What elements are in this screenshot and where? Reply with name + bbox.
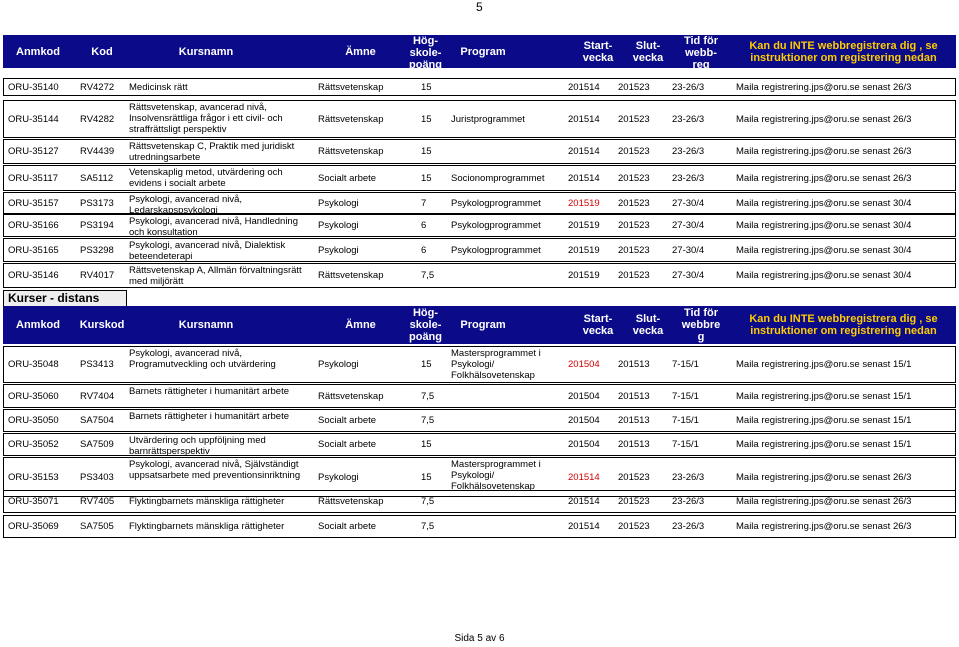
cell-info: Maila registrering.jps@oru.se senast 26/3 [736, 471, 912, 483]
table-row [3, 100, 956, 138]
cell-amne: Rättsvetenskap [318, 390, 384, 402]
cell-anmkod: ORU-35052 [8, 439, 59, 450]
cell-slut: 201513 [618, 439, 650, 450]
table-row [3, 165, 956, 191]
table-row [3, 409, 956, 432]
header-slutvecka: Slut- vecka [632, 313, 664, 337]
cell-hp: 7,5 [421, 415, 435, 426]
header-info: Kan du INTE webbregistrera dig , se instruktioner om registrering nedan [749, 313, 938, 337]
cell-kod: PS3173 [80, 197, 114, 209]
header-info: Kan du INTE webbregistrera dig , se instruktioner om registrering nedan [749, 39, 938, 64]
cell-hp: 15 [421, 81, 432, 93]
cell-program: Psykologprogrammet [451, 244, 541, 256]
cell-slut: 201513 [618, 359, 650, 370]
cell-kod: PS3298 [80, 244, 114, 256]
cell-tid: 7-15/1 [672, 359, 699, 370]
cell-amne: Psykologi [318, 197, 359, 209]
table-row [3, 433, 956, 456]
header-amne: Ämne [345, 45, 376, 58]
cell-tid: 7-15/1 [672, 390, 699, 402]
cell-tid: 27-30/4 [672, 220, 705, 231]
cell-hp: 15 [421, 113, 432, 125]
table-row [3, 346, 956, 383]
cell-anmkod: ORU-35060 [8, 390, 59, 402]
cell-kod: PS3194 [80, 220, 114, 231]
cell-anmkod: ORU-35048 [8, 359, 59, 370]
cell-slut: 201523 [618, 113, 650, 125]
section-title-distans: Kurser - distans [3, 290, 127, 307]
cell-kod: RV7405 [80, 496, 115, 507]
header-startvecka: Start- vecka [582, 313, 614, 337]
cell-info: Maila registrering.jps@oru.se senast 30/4 [736, 197, 912, 209]
header-program: Program [460, 319, 506, 331]
cell-tid: 7-15/1 [672, 415, 699, 426]
cell-info: Maila registrering.jps@oru.se senast 30/4 [736, 220, 912, 231]
cell-tid: 23-26/3 [672, 496, 705, 507]
table-row [3, 139, 956, 164]
header-amne: Ämne [345, 319, 376, 331]
table-row [3, 384, 956, 408]
cell-kursnamn: Rättsvetenskap C, Praktik med juridiskt utredningsarbete [129, 141, 295, 163]
cell-kursnamn: Medicinsk rätt [129, 81, 188, 93]
cell-anmkod: ORU-35050 [8, 415, 59, 426]
cell-tid: 27-30/4 [672, 270, 705, 281]
table-row [3, 515, 956, 538]
cell-kod: SA5112 [80, 172, 114, 184]
cell-tid: 23-26/3 [672, 81, 705, 93]
cell-info: Maila registrering.jps@oru.se senast 15/1 [736, 390, 912, 402]
cell-amne: Rättsvetenskap [318, 113, 384, 125]
cell-info: Maila registrering.jps@oru.se senast 15/1 [736, 359, 912, 370]
cell-kursnamn: Psykologi, avancerad nivå, Dialektisk beteendeterapi [129, 240, 286, 262]
cell-amne: Socialt arbete [318, 521, 377, 532]
cell-info: Maila registrering.jps@oru.se senast 15/1 [736, 415, 912, 426]
cell-kursnamn: Psykologi, avancerad nivå, Handledning och konsultation [129, 216, 298, 238]
cell-hp: 7,5 [421, 390, 435, 402]
cell-tid: 27-30/4 [672, 244, 705, 256]
cell-hp: 15 [421, 359, 432, 370]
cell-kod: RV4439 [80, 146, 115, 157]
cell-hp: 7 [421, 197, 427, 209]
cell-hp: 15 [421, 146, 432, 157]
cell-hp: 15 [421, 439, 432, 450]
cell-info: Maila registrering.jps@oru.se senast 26/3 [736, 172, 912, 184]
cell-kursnamn: Barnets rättigheter i humanitärt arbete [129, 386, 290, 397]
header-hogskolepoang: Hög- skole- poäng [409, 35, 442, 71]
cell-kod: SA7505 [80, 521, 114, 532]
cell-kod: RV4282 [80, 113, 115, 125]
cell-anmkod: ORU-35140 [8, 81, 59, 93]
header-kod: Kurskod [79, 319, 125, 331]
cell-tid: 7-15/1 [672, 439, 699, 450]
cell-start: 201514 [568, 146, 600, 157]
header-kod: Kod [91, 45, 113, 58]
cell-slut: 201523 [618, 146, 650, 157]
cell-info: Maila registrering.jps@oru.se senast 30/4 [736, 244, 912, 256]
cell-slut: 201523 [618, 220, 650, 231]
table-header-distans [3, 306, 956, 344]
cell-amne: Rättsvetenskap [318, 496, 384, 507]
cell-kod: RV4272 [80, 81, 115, 93]
cell-info: Maila registrering.jps@oru.se senast 15/1 [736, 439, 912, 450]
header-kursnamn: Kursnamn [178, 45, 234, 58]
cell-info: Maila registrering.jps@oru.se senast 26/3 [736, 146, 912, 157]
cell-kursnamn: Flyktingbarnets mänskliga rättigheter [129, 496, 285, 507]
cell-slut: 201523 [618, 172, 650, 184]
table-row [3, 192, 956, 214]
cell-kursnamn: Psykologi, avancerad nivå, Självständigt uppsatsarbete med preventionsinriktning [129, 459, 301, 481]
cell-kod: RV4017 [80, 270, 115, 281]
cell-program: Mastersprogrammet i Psykologi/ Folkhälsovetenskap [451, 348, 541, 381]
cell-hp: 7,5 [421, 496, 435, 507]
cell-kursnamn: Psykologi, avancerad nivå, Ledarskapspsykologi [129, 194, 243, 216]
cell-anmkod: ORU-35165 [8, 244, 59, 256]
cell-program: Mastersprogrammet i Psykologi/ Folkhälsovetenskap [451, 459, 541, 492]
header-tid: Tid för webbre g [681, 307, 721, 343]
cell-program: Socionomprogrammet [451, 172, 545, 184]
cell-anmkod: ORU-35144 [8, 113, 59, 125]
cell-kod: SA7509 [80, 439, 114, 450]
header-anmkod: Anmkod [16, 319, 60, 331]
cell-info: Maila registrering.jps@oru.se senast 26/3 [736, 521, 912, 532]
cell-info: Maila registrering.jps@oru.se senast 26/3 [736, 496, 912, 507]
cell-hp: 15 [421, 471, 432, 483]
cell-slut: 201523 [618, 496, 650, 507]
table-row [3, 238, 956, 262]
cell-anmkod: ORU-35157 [8, 197, 59, 209]
cell-start: 201519 [568, 244, 600, 256]
cell-kod: SA7504 [80, 415, 114, 426]
cell-amne: Socialt arbete [318, 172, 377, 184]
cell-program: Psykologprogrammet [451, 220, 541, 231]
cell-hp: 7,5 [421, 270, 435, 281]
cell-kursnamn: Psykologi, avancerad nivå, Programutveckling och utvärdering [129, 348, 276, 370]
cell-amne: Socialt arbete [318, 439, 377, 450]
cell-slut: 201523 [618, 471, 650, 483]
cell-amne: Psykologi [318, 244, 359, 256]
table-row [3, 214, 956, 237]
cell-anmkod: ORU-35127 [8, 146, 59, 157]
cell-start: 201514 [568, 471, 600, 483]
cell-kursnamn: Utvärdering och uppföljning med barnrättsperspektiv [129, 435, 266, 457]
cell-start: 201514 [568, 113, 600, 125]
cell-start: 201504 [568, 390, 600, 402]
table-row [3, 490, 956, 513]
cell-tid: 23-26/3 [672, 146, 705, 157]
cell-start: 201514 [568, 521, 600, 532]
header-anmkod: Anmkod [16, 45, 60, 58]
page-number: 5 [476, 0, 483, 14]
cell-start: 201519 [568, 220, 600, 231]
cell-kursnamn: Rättsvetenskap A, Allmän förvaltningsrätt med miljörätt [129, 265, 302, 287]
header-startvecka: Start- vecka [582, 39, 614, 64]
table-row [3, 263, 956, 288]
cell-info: Maila registrering.jps@oru.se senast 30/4 [736, 270, 912, 281]
cell-start: 201504 [568, 359, 600, 370]
cell-tid: 23-26/3 [672, 521, 705, 532]
cell-anmkod: ORU-35166 [8, 220, 59, 231]
cell-start: 201504 [568, 415, 600, 426]
cell-start: 201519 [568, 270, 600, 281]
cell-slut: 201523 [618, 197, 650, 209]
table-row [3, 78, 956, 96]
table-header [3, 35, 956, 71]
cell-kursnamn: Rättsvetenskap, avancerad nivå, Insolvensrättliga frågor i ett civil- och straffrättsligt perspektiv [129, 102, 283, 135]
cell-hp: 6 [421, 220, 427, 231]
cell-slut: 201523 [618, 270, 650, 281]
cell-info: Maila registrering.jps@oru.se senast 26/3 [736, 113, 912, 125]
cell-tid: 23-26/3 [672, 172, 705, 184]
cell-kod: PS3403 [80, 471, 114, 483]
cell-slut: 201523 [618, 521, 650, 532]
cell-slut: 201523 [618, 244, 650, 256]
cell-tid: 27-30/4 [672, 197, 705, 209]
cell-hp: 7,5 [421, 521, 435, 532]
cell-slut: 201513 [618, 415, 650, 426]
cell-slut: 201513 [618, 390, 650, 402]
header-kursnamn: Kursnamn [178, 319, 234, 331]
cell-start: 201504 [568, 439, 600, 450]
cell-start: 201519 [568, 197, 600, 209]
cell-program: Juristprogrammet [451, 113, 525, 125]
cell-amne: Rättsvetenskap [318, 81, 384, 93]
cell-kursnamn: Vetenskaplig metod, utvärdering och evidens i socialt arbete [129, 167, 283, 189]
cell-start: 201514 [568, 81, 600, 93]
cell-amne: Psykologi [318, 220, 359, 231]
cell-kursnamn: Barnets rättigheter i humanitärt arbete [129, 411, 290, 422]
cell-hp: 6 [421, 244, 427, 256]
cell-start: 201514 [568, 172, 600, 184]
cell-amne: Socialt arbete [318, 415, 377, 426]
cell-info: Maila registrering.jps@oru.se senast 26/3 [736, 81, 912, 93]
cell-amne: Psykologi [318, 471, 359, 483]
cell-program: Psykologprogrammet [451, 197, 541, 209]
header-hogskolepoang: Hög- skole- poäng [409, 307, 442, 343]
cell-start: 201514 [568, 496, 600, 507]
cell-kursnamn: Flyktingbarnets mänskliga rättigheter [129, 521, 285, 532]
cell-amne: Rättsvetenskap [318, 146, 384, 157]
cell-anmkod: ORU-35117 [8, 172, 58, 184]
cell-tid: 23-26/3 [672, 113, 705, 125]
cell-amne: Psykologi [318, 359, 359, 370]
cell-slut: 201523 [618, 81, 650, 93]
cell-hp: 15 [421, 172, 432, 184]
page-footer: Sida 5 av 6 [454, 633, 505, 644]
cell-anmkod: ORU-35146 [8, 270, 59, 281]
cell-anmkod: ORU-35153 [8, 471, 59, 483]
header-tid: Tid för webb- reg [683, 35, 718, 71]
cell-kod: PS3413 [80, 359, 114, 370]
cell-tid: 23-26/3 [672, 471, 705, 483]
cell-kod: RV7404 [80, 390, 115, 402]
cell-amne: Rättsvetenskap [318, 270, 384, 281]
header-program: Program [460, 45, 506, 58]
cell-anmkod: ORU-35069 [8, 521, 59, 532]
cell-anmkod: ORU-35071 [8, 496, 59, 507]
header-slutvecka: Slut- vecka [632, 39, 664, 64]
